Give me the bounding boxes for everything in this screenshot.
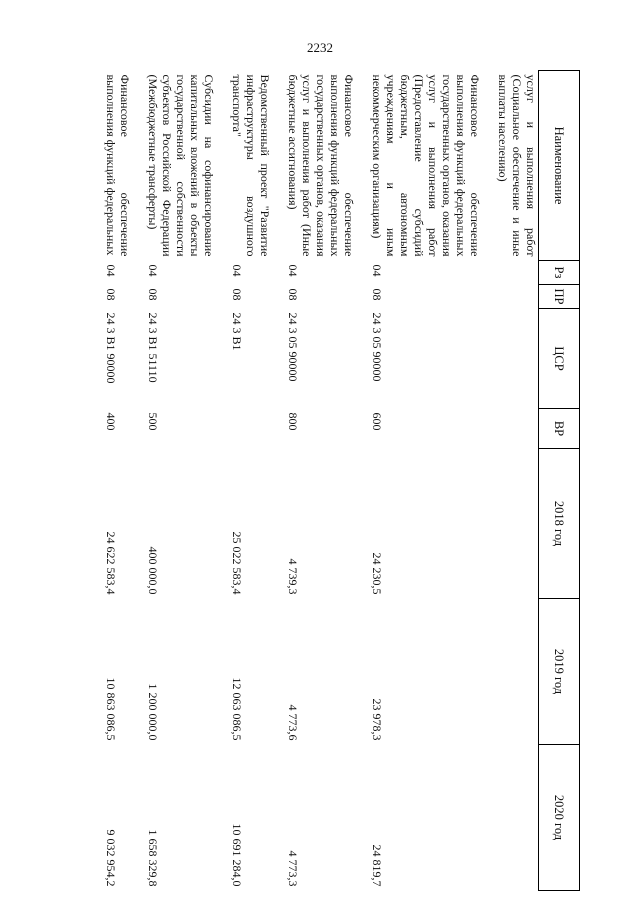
page-number: 2232 <box>307 40 333 55</box>
row-vr: 800 <box>286 412 300 431</box>
row-vr: 600 <box>370 412 384 431</box>
row-2019: 10 863 086,5 <box>104 677 118 741</box>
header-2020: 2020 год <box>539 745 580 891</box>
row-name: Субсидии на софинансирование капитальных вложений в объекты государственной собственности субъектов Российской Федерации (Межбюджетные трансферты) <box>146 74 216 257</box>
row-2018: 4 739,3 <box>286 558 300 595</box>
row-name: Финансовое обеспечение выполнения функций федеральных государственных органов, оказания услуг и выполнения работ (Предоставление субсидий бюджетным, автономным учреждениям и иным некоммерческим организациям) <box>370 74 482 257</box>
row-2019 <box>492 599 539 745</box>
row-2018: 24 230,5 <box>370 552 384 595</box>
row-2020: 9 032 954,2 <box>104 829 118 887</box>
row-2018: 25 022 583,4 <box>230 531 244 595</box>
table-row <box>492 71 539 891</box>
row-csr: 24 3 05 90000 <box>370 312 384 382</box>
row-rz <box>492 261 539 285</box>
row-2019: 23 978,3 <box>370 698 384 741</box>
row-pr <box>492 285 539 309</box>
budget-table <box>100 70 580 891</box>
row-2018 <box>492 449 539 599</box>
header-vr: ВР <box>539 409 580 449</box>
header-rz: Рз <box>539 261 580 285</box>
row-name: Финансовое обеспечение выполнения функций федеральных <box>104 74 132 257</box>
row-pr: 08 <box>104 288 118 301</box>
row-rz: 04 <box>104 264 118 277</box>
header-csr: ЦСР <box>539 309 580 409</box>
table-row <box>366 71 492 891</box>
row-2019: 12 063 086,5 <box>230 677 244 741</box>
rotated-table-wrapper <box>60 70 580 890</box>
table-row <box>142 71 226 891</box>
header-pr: ПР <box>539 285 580 309</box>
row-csr <box>492 309 539 409</box>
row-2020: 24 819,7 <box>370 844 384 887</box>
row-rz: 04 <box>370 264 384 277</box>
row-rz: 04 <box>286 264 300 277</box>
table-row <box>226 71 282 891</box>
row-2019: 4 773,6 <box>286 704 300 741</box>
row-rz: 04 <box>230 264 244 277</box>
row-csr: 24 3 В1 <box>230 312 244 351</box>
row-pr: 08 <box>286 288 300 301</box>
row-csr: 24 3 В1 90000 <box>104 312 118 384</box>
row-pr: 08 <box>146 288 160 301</box>
row-pr: 08 <box>230 288 244 301</box>
row-name: Финансовое обеспечение выполнения функций федеральных государственных органов, оказания услуг и выполнения работ (Иные бюджетные ассигнования) <box>286 74 356 257</box>
row-2020: 10 691 284,0 <box>230 823 244 887</box>
table-row <box>100 71 142 891</box>
row-vr: 500 <box>146 412 160 431</box>
row-2020: 1 658 329,8 <box>146 829 160 887</box>
row-2019: 1 200 000,0 <box>146 683 160 741</box>
row-vr <box>492 409 539 449</box>
row-vr: 400 <box>104 412 118 431</box>
header-row <box>539 71 580 891</box>
row-vr <box>226 409 282 449</box>
header-2019: 2019 год <box>539 599 580 745</box>
row-2018: 400 000,0 <box>146 546 160 595</box>
row-pr: 08 <box>370 288 384 301</box>
row-csr: 24 3 В1 51110 <box>146 312 160 383</box>
row-2020: 4 773,3 <box>286 850 300 887</box>
row-2020 <box>492 745 539 891</box>
row-2018: 24 622 583,4 <box>104 531 118 595</box>
header-2018: 2018 год <box>539 449 580 599</box>
row-rz: 04 <box>146 264 160 277</box>
header-name: Наименование <box>539 71 580 261</box>
row-name: Ведомственный проект "Развитие инфраструктуры воздушного транспорта" <box>230 74 272 257</box>
table-row <box>282 71 366 891</box>
table-inner <box>60 70 580 890</box>
row-csr: 24 3 05 90000 <box>286 312 300 382</box>
row-name: услуг и выполнения работ (Социальное обеспечение и иные выплаты населению) <box>496 74 538 257</box>
